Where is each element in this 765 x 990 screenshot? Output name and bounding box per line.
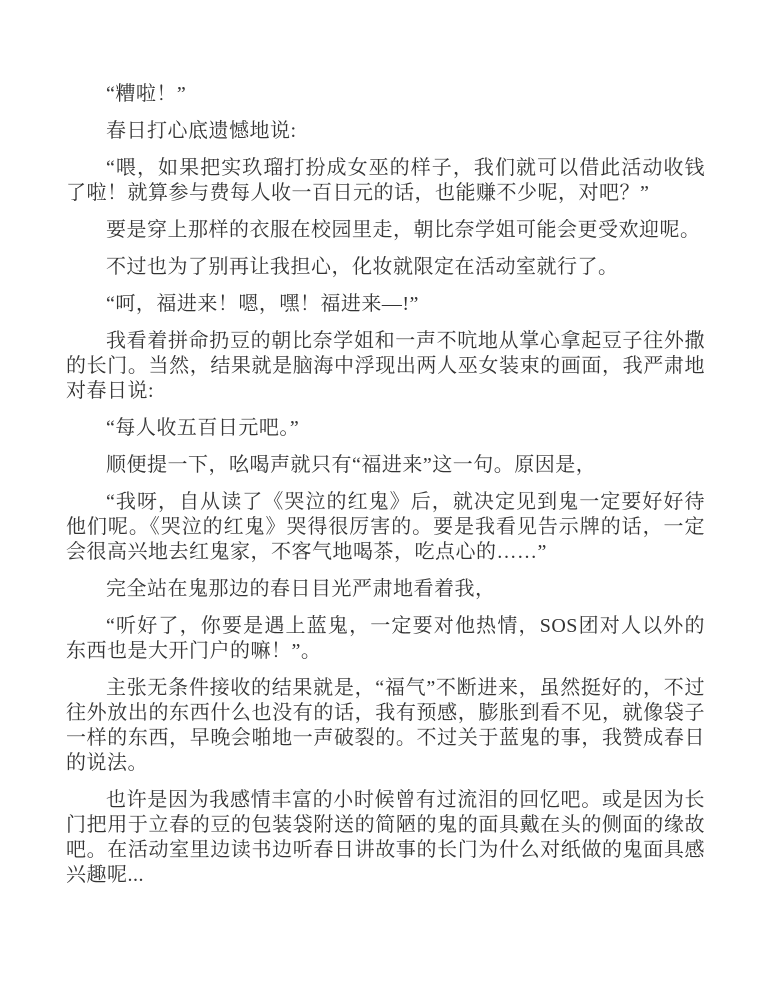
paragraph-narration-7: 主张无条件接收的结果就是，“福气”不断进来，虽然挺好的，不过往外放出的东西什么也没有的话，我有预感，膨胀到看不见，就像袋子一样的东西，早晚会啪地一声破裂的。不过关于蓝鬼的事，我赞成春日的说法。: [66, 677, 705, 774]
paragraph-dialogue-2: “喂，如果把实玖瑠打扮成女巫的样子，我们就可以借此活动收钱了啦！就算参与费每人收一百日元的话，也能赚不少呢，对吧？”: [66, 157, 705, 204]
paragraph-dialogue-3: “呵，福进来！嗯，嘿！福进来—!”: [106, 293, 419, 315]
paragraph-narration-8: 也许是因为我感情丰富的小时候曾有过流泪的回忆吧。或是因为长门把用于立春的豆的包装袋附送的简陋的鬼的面具戴在头的侧面的缘故吧。在活动室里边读书边听春日讲故事的长门为什么对纸做的鬼面具感兴趣呢...: [66, 789, 705, 886]
paragraph-dialogue-1: “糟啦！”: [106, 83, 187, 105]
paragraph-narration-3: 不过也为了别再让我担心，化妆就限定在活动室就行了。: [106, 256, 619, 278]
paragraph-narration-5: 顺便提一下，吆喝声就只有“福进来”这一句。原因是，: [106, 454, 597, 476]
paragraph-narration-1: 春日打心底遗憾地说:: [106, 120, 297, 142]
paragraph-dialogue-6: “听好了，你要是遇上蓝鬼，一定要对他热情，SOS团对人以外的东西也是大开门户的嘛！”。: [66, 615, 705, 662]
paragraph-narration-4: 我看着拼命扔豆的朝比奈学姐和一声不吭地从掌心拿起豆子往外撒的长门。当然，结果就是脑海中浮现出两人巫女装束的画面，我严肃地对春日说:: [66, 330, 705, 402]
paragraph-dialogue-5: “我呀，自从读了《哭泣的红鬼》后，就决定见到鬼一定要好好待他们呢。《哭泣的红鬼》哭得很厉害的。要是我看见告示牌的话，一定会很高兴地去红鬼家，不客气地喝茶，吃点心的……”: [66, 491, 705, 563]
paragraph-narration-2: 要是穿上那样的衣服在校园里走，朝比奈学姐可能会更受欢迎呢。: [106, 219, 701, 241]
paragraph-dialogue-4: “每人收五百日元吧。”: [106, 417, 300, 439]
paragraph-narration-6: 完全站在鬼那边的春日目光严肃地看着我，: [106, 578, 496, 600]
